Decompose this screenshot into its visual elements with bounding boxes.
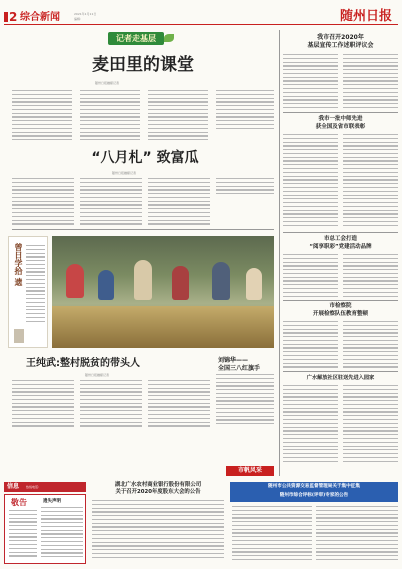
photo-figure-1 <box>66 264 84 298</box>
tender-banner-line1: 随州市公共资源交易监督管理局关于集中征集 <box>268 484 360 489</box>
section-tag-label: 市帆风采 <box>237 467 262 474</box>
subfeature-body-col2 <box>80 178 142 228</box>
vertical-column <box>8 236 48 348</box>
lost-title: 遗失声明 <box>43 499 61 504</box>
bank-title-line1: 湖北广水农村商业银行股份有限公司 <box>114 482 202 488</box>
tender-banner <box>230 482 398 502</box>
photo-figure-5 <box>212 262 230 300</box>
header-meta: 2021年1月11日 <box>74 12 97 16</box>
right-headline-2-line1: 我市一批中师先进 <box>318 116 363 122</box>
feature-headline: 麦田里的课堂 <box>92 55 194 75</box>
right-headline-4 <box>283 303 398 318</box>
tender-body-b <box>316 506 398 564</box>
right-column-divider <box>279 30 280 476</box>
subfeature-byline: 随州日报融媒记者 <box>112 171 137 175</box>
photo-foreground <box>52 306 274 348</box>
feature-body-col2 <box>80 90 140 142</box>
wang-byline: 随州日报融媒记者 <box>85 373 110 377</box>
bank-notice <box>88 482 228 564</box>
masthead-logo: 随州日报 <box>340 9 393 24</box>
photo-figure-2 <box>98 270 114 300</box>
header-rule <box>4 24 398 25</box>
right-headline-3-line2: “阅享职彩”党建活动品牌 <box>309 243 372 250</box>
right-body-2a <box>283 134 338 230</box>
classified-header <box>4 482 86 492</box>
right-headline-4-line2: 开展检察队伍教育整顿 <box>312 310 368 317</box>
lost-text <box>41 507 83 561</box>
right-body-5b <box>343 385 398 467</box>
feature-body-col3 <box>148 90 208 142</box>
right-body-3b <box>343 254 398 298</box>
wang-body-col4 <box>216 374 274 428</box>
header-meta-2: 编辑： <box>74 17 84 21</box>
right-rule-2 <box>283 232 398 233</box>
liu-headline <box>218 357 274 373</box>
right-headline-1 <box>283 34 398 50</box>
liu-headline-line1: 刘锦华—— <box>218 357 249 364</box>
right-body-2b <box>343 134 398 230</box>
right-headline-5: 广水解放社区驻送先进入园家 <box>306 375 375 381</box>
feature-badge <box>108 32 164 45</box>
right-headline-1-line1: 我市召开2020年 <box>317 34 364 41</box>
right-rule-4 <box>283 371 398 372</box>
wang-body-col3 <box>148 380 210 428</box>
main-photo <box>52 236 274 348</box>
wang-headline: 王纯武:整村脱贫的带头人 <box>26 358 140 369</box>
feature-body-col1 <box>12 90 72 142</box>
classified-title: 信息 <box>7 483 20 490</box>
right-body-4b <box>343 321 398 369</box>
header <box>0 0 402 26</box>
right-rule-3 <box>283 300 398 301</box>
section-tag <box>226 466 274 476</box>
photo-figure-3 <box>134 260 152 300</box>
right-headline-2 <box>283 116 398 131</box>
bank-title-line2: 关于召开2020年度股东大会的公告 <box>115 489 201 495</box>
tender-banner-line2: 随州市综合评标(评审)专家的公告 <box>279 493 349 498</box>
subfeature-body-col4 <box>216 178 274 200</box>
right-body-5a <box>283 385 338 467</box>
right-body-3a <box>283 254 338 298</box>
subfeature-headline: “八月札” 致富瓜 <box>91 150 199 166</box>
right-headline-2-line2: 获全国及省市联表彰 <box>315 123 366 130</box>
wang-body-col1 <box>12 380 74 428</box>
notice-title: 敬告 <box>11 498 27 507</box>
classified-phone: 热线电话： <box>26 485 42 489</box>
right-headline-1-line2: 基层宣传工作述职评议会 <box>307 42 374 49</box>
right-body-4a <box>283 321 338 369</box>
section-title: 综合新闻 <box>20 12 60 23</box>
page-number: 2 <box>9 10 18 24</box>
right-rule-1 <box>283 112 398 113</box>
vertical-column-portrait <box>14 329 24 343</box>
photo-figure-4 <box>172 266 189 300</box>
vertical-column-text <box>26 245 45 325</box>
feature-body-col4 <box>216 90 274 142</box>
right-body-1b <box>343 54 398 110</box>
bank-body <box>92 500 224 562</box>
notice-text <box>9 510 37 562</box>
feature-leaf-decor <box>164 34 174 42</box>
wang-body-col2 <box>80 380 142 428</box>
photo-figure-6 <box>246 268 262 300</box>
liu-headline-line2: 全国三八红旗手 <box>218 365 261 372</box>
feature-badge-label: 记者走基层 <box>116 34 156 43</box>
vertical-column-title: 曾日学拾 遗 <box>14 243 23 286</box>
subfeature-body-col3 <box>148 178 210 228</box>
right-headline-3-line1: 市总工会打造 <box>323 236 357 242</box>
notice-box <box>4 494 86 564</box>
right-body-1a <box>283 54 338 110</box>
right-headline-4-line1: 市检察院 <box>329 303 352 309</box>
tender-body-a <box>232 506 312 564</box>
subfeature-divider <box>12 229 274 230</box>
right-headline-3 <box>283 236 398 251</box>
subfeature-body-col1 <box>12 178 74 228</box>
feature-byline: 随州日报融媒记者 <box>95 81 120 85</box>
section-marker <box>4 12 8 22</box>
